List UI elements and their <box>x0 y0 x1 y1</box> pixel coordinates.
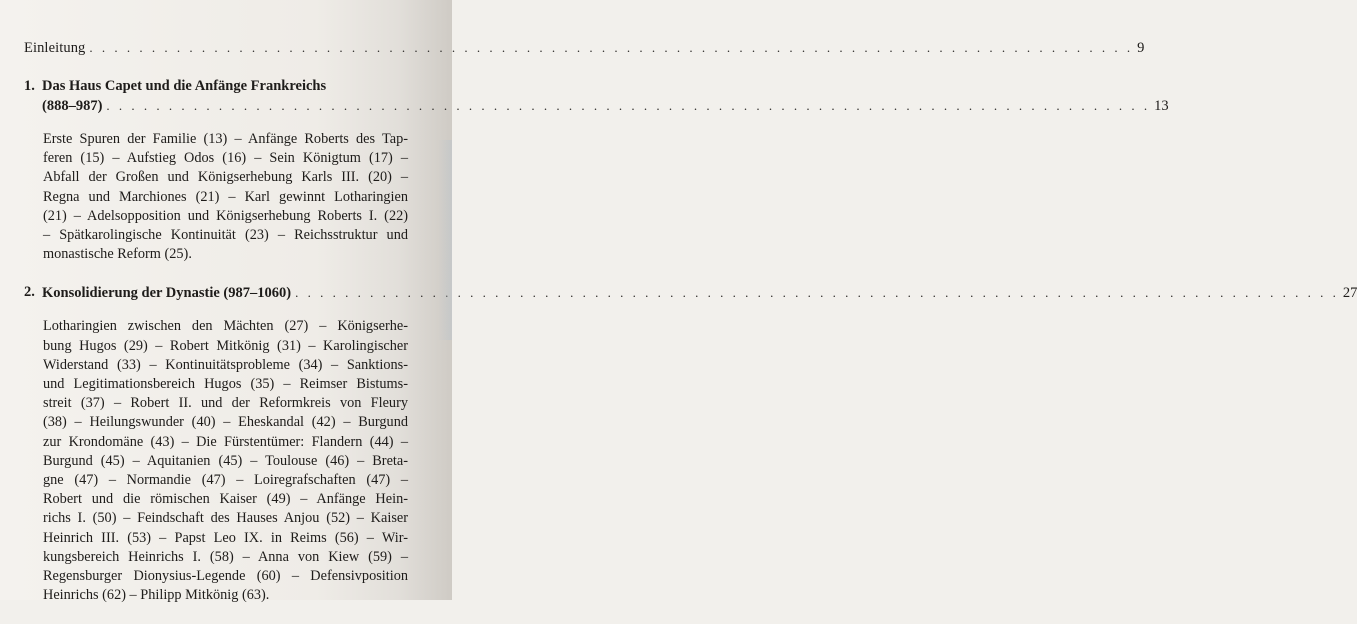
chapter-title-line: Das Haus Capet und die Anfänge Frankreichs <box>42 78 327 94</box>
toc-entry-page: 9 <box>1137 40 1145 56</box>
summary-line: Widerstand (33) – Kontinuitätsprobleme (34) – Sanktions- <box>43 356 408 373</box>
summary-line: und Legitimationsbereich Hugos (35) – Reimser Bistums- <box>43 376 408 393</box>
table-of-contents <box>24 40 1357 624</box>
summary-line: Lotharingien zwischen den Mächten (27) – Königserhe- <box>43 318 408 335</box>
summary-line: Regensburger Dionysius-Legende (60) – Defensivposition <box>43 568 408 585</box>
summary-line: (21) – Adelsopposition und Königserhebung Roberts I. (22) <box>43 207 408 224</box>
summary-line: bung Hugos (29) – Robert Mitkönig (31) – Karolingischer <box>43 337 408 354</box>
chapter-page: 27 <box>1342 285 1357 302</box>
summary-line: streit (37) – Robert II. und der Reformkreis von Fleury <box>43 395 408 412</box>
chapter-number: 2. <box>24 284 35 301</box>
summary-line: Heinrichs (62) – Philipp Mitkönig (63). <box>43 587 270 604</box>
toc-chapter-2 <box>24 283 1357 605</box>
chapter-summary <box>43 130 408 264</box>
summary-line: Robert und die römischen Kaiser (49) – Anfänge Hein- <box>43 491 408 508</box>
summary-line: Burgund (45) – Aquitanien (45) – Toulouse (46) – Breta- <box>43 452 408 469</box>
chapter-title-line: (888–987) <box>42 98 103 114</box>
chapter-page: 13 <box>1154 98 1169 114</box>
chapter-number: 1. <box>24 78 35 94</box>
chapter-title-line: Konsolidierung der Dynastie (987–1060) <box>42 285 292 302</box>
leader-dots <box>106 96 1150 115</box>
summary-line: feren (15) – Aufstieg Odos (16) – Sein Königtum (17) – <box>43 150 408 167</box>
summary-line: Abfall der Großen und Königserhebung Karls III. (20) – <box>43 169 408 186</box>
summary-line: gne (47) – Normandie (47) – Loiregrafschaften (47) – <box>43 472 408 489</box>
chapter-summary <box>43 317 408 605</box>
toc-chapter-1 <box>24 77 1169 264</box>
chapter-heading[interactable] <box>24 283 1357 303</box>
toc-entry-title: Einleitung <box>24 40 86 56</box>
summary-line: zur Krondomäne (43) – Die Fürstentümer: Flandern (44) – <box>43 433 408 450</box>
summary-line: monastische Reform (25). <box>43 246 192 263</box>
leader-dots <box>295 283 1339 302</box>
summary-line: kungsbereich Heinrichs I. (58) – Anna von Kiew (59) – <box>43 548 408 565</box>
summary-line: Heinrich III. (53) – Papst Leo IX. in Reims (56) – Wir- <box>43 529 408 546</box>
summary-line: Erste Spuren der Familie (13) – Anfänge Roberts des Tap- <box>43 131 408 147</box>
summary-line: richs I. (50) – Feindschaft des Hauses Anjou (52) – Kaiser <box>43 510 408 527</box>
leader-dots <box>89 40 1133 56</box>
summary-line: (38) – Heilungswunder (40) – Eheskandal (42) – Burgund <box>43 414 408 431</box>
toc-entry-introduction[interactable] <box>24 40 1145 57</box>
chapter-heading[interactable] <box>24 77 1169 116</box>
summary-line: – Spätkarolingische Kontinuität (23) – Reichsstruktur und <box>43 227 408 244</box>
summary-line: Regna und Marchiones (21) – Karl gewinnt Lotharingien <box>43 188 408 205</box>
